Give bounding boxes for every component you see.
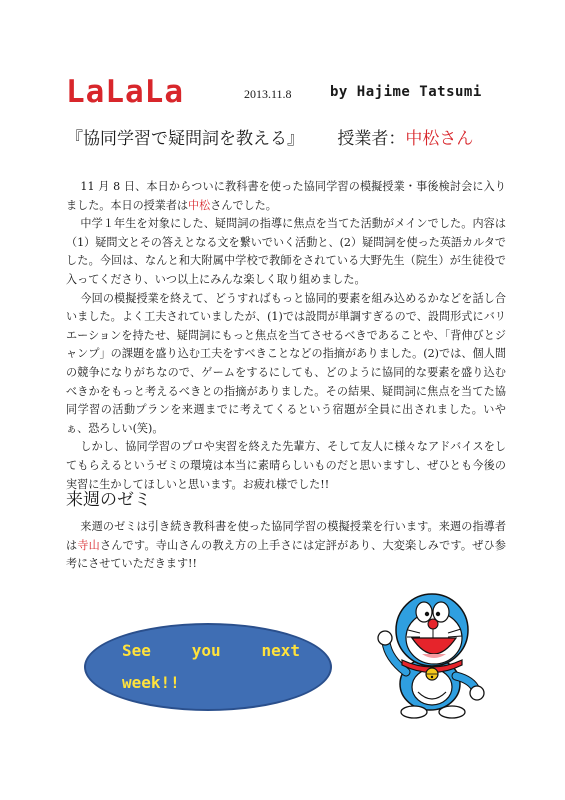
author-byline: by Hajime Tatsumi [330, 84, 482, 100]
article-paragraph-1 [66, 178, 506, 215]
lesson-heading [66, 126, 536, 152]
paragraph-1-text-b: さんでした。 [210, 198, 277, 212]
next-week-body [66, 518, 506, 574]
next-week-paragraph [66, 518, 506, 574]
article-paragraph-4: しかし、協同学習のプロや実習を終えた先輩方、そして友人に様々なアドバイスをしてもらえるというゼミの環境は本当に素晴らしいものだと思いますし、ぜひとも今後の実習に生かしてほしいと思います。お疲れ様でした!! [66, 440, 506, 491]
next-week-heading: 来週のゼミ [66, 490, 151, 510]
character-foot-right [439, 706, 465, 718]
robot-cat-illustration [368, 588, 488, 720]
article-paragraph-2: 中学１年生を対象にした、疑問詞の指導に焦点を当てた活動がメインでした。内容は（1）疑問文とその答えとなる文を繋いでいく活動と、(2）疑問詞を使った英語カルタでした。今回は、なんと和大附属中学校で教師をされている大野先生（院生）が生徒役で入ってくださり、いつ以上にみんな楽しく取り組めました。 [66, 217, 506, 286]
masthead [66, 72, 536, 112]
lesson-title: 『協同学習で疑問詞を教える』 [66, 129, 304, 149]
character-eye-left [416, 602, 432, 622]
issue-date: 2013.11.8 [244, 87, 292, 101]
bubble-line-1 [122, 639, 300, 663]
character-eye-right [433, 602, 449, 622]
next-week-text-a: 来週のゼミは引き続き教科書を使った協同学習の模擬授業を行います。来週の指導者は [66, 520, 506, 552]
teacher-label-text: 授業者： [337, 129, 406, 149]
see-you-bubble [84, 623, 332, 711]
teacher-label [337, 126, 473, 152]
character-foot-left [401, 706, 427, 718]
article-body [66, 178, 506, 494]
next-presenter-name: 寺山 [77, 538, 101, 552]
next-week-text-b: さんです。寺山さんの教え方の上手さには定評があり、大変楽しみです。ぜひ参考にさせていただきます!! [66, 538, 506, 571]
bubble-word-1: See [122, 641, 151, 660]
character-nose [428, 619, 438, 629]
bubble-line-2: week!! [122, 673, 180, 692]
paragraph-1-text-a: 11 月 8 日、本日からついに教科書を使った協同学習の模擬授業・事後検討会に入りました。本日の授業者は [66, 180, 506, 212]
teacher-name: 中松さん [405, 129, 474, 149]
bubble-word-2: you [191, 641, 221, 660]
presenter-name: 中松 [188, 198, 211, 212]
newsletter-title: LaLaLa [66, 74, 184, 110]
bubble-word-3: next [261, 641, 300, 660]
character-hand-left [378, 631, 392, 645]
article-paragraph-3: 今回の模擬授業を終えて、どうすればもっと協同的要素を組み込めるかなどを話し合いました。よく工夫されていましたが、(1)では設問が単調すぎるので、設問形式にバリエーションを持たせ、疑問詞にもっと焦点を当てさせるべきであることや、「背伸びとジャンプ」の課題を盛り込む工夫をすべきことなどの指摘がありました。(2)では、個人間の競争になりがちなので、ゲームをするにしても、どのように協同的な要素を盛り込むべきかをもっと考えるべきとの指摘がありました。その結果、疑問詞に焦点を当てた協同学習の活動プランを来週までに考えてくるという宿題が全員に出されました。いやぁ、恐ろしい(笑)。 [66, 291, 506, 435]
character-hand-right [470, 686, 484, 700]
